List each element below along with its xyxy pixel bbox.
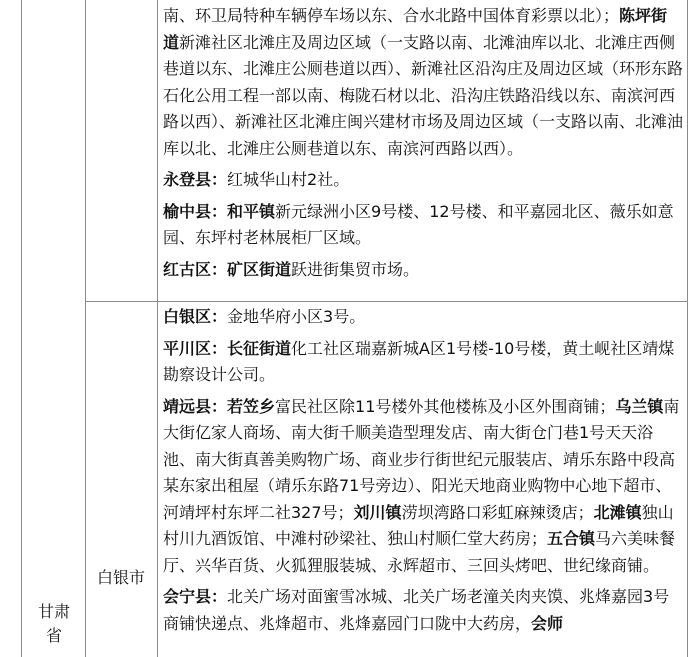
area-heading: 乌兰镇 [615,396,664,416]
area-heading: 长征街道 [227,338,292,358]
area-heading: 靖远县： [163,396,228,416]
area-text: 新元绿洲小区9号楼、12号楼、和平嘉园北区、薇乐如意园、东坪村老林展柜厂区域。 [163,201,674,247]
area-heading: 白银区： [163,307,228,326]
area-heading: 北滩镇 [593,502,642,522]
area-text: 化工社区瑞嘉新城A区1号楼-10号楼，黄土岘社区靖煤勘察设计公司。 [163,338,675,384]
area-paragraph [163,3,683,162]
area-heading: 会宁县： [163,587,228,606]
area-text: 涝坝湾路口彩虹麻辣烫店； [401,502,594,522]
area-text: 北关广场对面蜜雪冰城、北关广场老潼关肉夹馍、兆烽嘉园3号商铺快递点、兆烽超市、兆烽嘉园门口陇中大药房， [163,587,670,633]
area-heading: 红古区： [163,259,228,279]
area-paragraph [163,257,683,284]
area-heading: 榆中县： [163,201,228,221]
area-text: 马六美味餐厅、兴华百货、火狐狸服装城、永辉超市、三回头烤吧、世纪缘商铺。 [163,529,676,575]
table-column-divider [85,0,86,657]
area-heading: 永登县： [163,170,228,189]
area-paragraph [163,394,683,580]
area-heading: 刘川镇 [353,502,402,522]
table-border-left [21,0,22,657]
area-text: 南、环卫局特种车辆停车场以东、合水北路中国体育彩票以北）； [163,6,620,25]
area-text: 金地华府小区3号。 [227,307,366,326]
area-heading: 平川区： [163,338,228,358]
area-heading: 矿区街道 [227,259,292,279]
province-name: 甘肃省 [37,602,70,645]
area-text: 南大街亿家人商场、南大街千顺美造型理发店、南大街仓门巷1号天天浴池、南大街真善美购物广场、商业步行街世纪元服装店、靖乐东路中段高某东家出租屋（靖乐东路71号旁边）、阳光天地商业购物中心地下超市、河靖坪村东坪二社327号； [163,396,680,522]
province-cell [26,600,82,648]
baiyin-areas-content [163,304,683,637]
city-cell-baiyin: 白银市 [96,568,145,587]
area-text: 新滩社区北滩庄及周边区域（一支路以南、北滩油库以北、北滩庄西侧巷道以东、北滩庄公厕巷道以西）、新滩社区沿沟庄及周边区域（环形东路石化公用工程一部以南、梅陇石材以北、沿沟庄铁路沿线以东、南滨河西路以西）、新滩社区北滩庄闽兴建材市场及周边区域（一支路以南、北滩油库以北、北滩庄公厕巷道以东、南滨河西路以西）。 [163,32,684,158]
area-paragraph [163,584,683,637]
area-text: 跃进街集贸市场。 [291,259,420,279]
area-paragraph [163,199,683,252]
area-heading: 和平镇 [227,201,276,221]
lanzhou-areas-content [163,3,683,283]
area-heading: 五合镇 [547,529,596,548]
table-row-divider [85,301,688,302]
area-paragraph [163,167,683,194]
area-paragraph [163,304,683,331]
area-text: 富民社区除11号楼外其他楼栋及小区外围商铺； [275,396,616,416]
area-heading: 若笠乡 [227,396,276,416]
table-border-right [687,0,688,657]
area-heading: 会师 [531,613,564,633]
area-heading: 陈坪街道 [163,6,668,52]
area-paragraph [163,336,683,389]
area-text: 红城华山村2社。 [227,170,350,189]
area-text: 独山村川九酒饭馆、中滩村砂梁社、独山村顺仁堂大药房； [163,502,674,548]
table-column-divider [157,0,158,657]
